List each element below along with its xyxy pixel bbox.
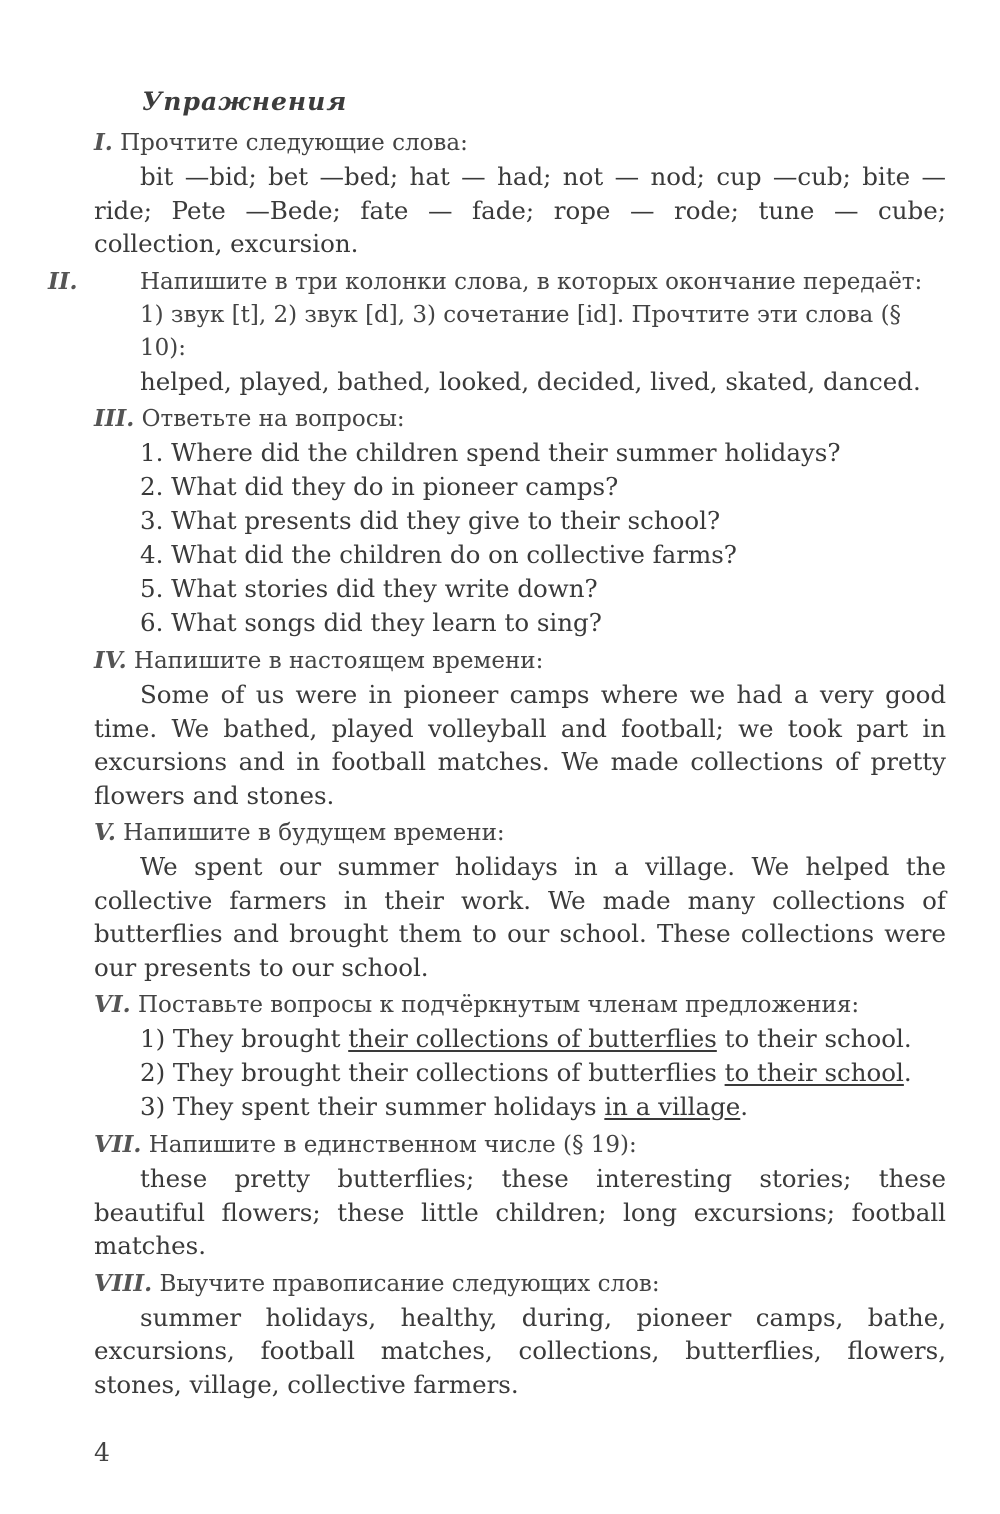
- question-item: 2. What did they do in pioneer camps?: [140, 472, 619, 501]
- exercise-number: I.: [94, 129, 113, 156]
- underlined-member: in a village: [604, 1092, 741, 1121]
- question-item: 6. What songs did they learn to sing?: [140, 608, 602, 637]
- question-item: 4. What did the children do on collective farms?: [140, 540, 737, 569]
- exercise-text: bit —bid; bet —bed; hat — had; not — nod; cup —cub; bite — ride; Pete —Bede; fate — fade; rope — rode; tune — cube; collection, excursion.: [94, 162, 946, 258]
- exercise-instruction: Напишите в настоящем времени:: [133, 648, 544, 674]
- exercise-7: [94, 1128, 946, 1263]
- page-number: 4: [94, 1438, 110, 1467]
- exercise-5: [94, 816, 946, 984]
- sentence-text: 2) They brought their collections of butterflies: [140, 1058, 725, 1087]
- sentence-text: .: [740, 1092, 749, 1121]
- exercise-instruction: Поставьте вопросы к подчёркнутым членам предложения:: [137, 992, 860, 1018]
- question-item: 3. What presents did they give to their school?: [140, 506, 721, 535]
- exercise-1: [94, 126, 946, 261]
- exercise-text: these pretty butterflies; these interesting stories; these beautiful flowers; these little children; long excursions; football matches.: [94, 1164, 946, 1260]
- sentence-item: [140, 1090, 946, 1124]
- exercise-6: [94, 988, 946, 1124]
- question-item: 1. Where did the children spend their summer holidays?: [140, 438, 841, 467]
- sentence-item: [140, 1056, 946, 1090]
- question-item: 5. What stories did they write down?: [140, 574, 598, 603]
- exercise-text: Some of us were in pioneer camps where we had a very good time. We bathed, played volleyball and football; we took part in excursions and in football matches. We made collections of pretty flowers and stones.: [94, 680, 946, 810]
- exercise-instruction: Напишите в единственном числе (§ 19):: [148, 1132, 637, 1158]
- exercise-instruction: Выучите правописание следующих слов:: [159, 1270, 660, 1297]
- exercise-text: helped, played, bathed, looked, decided, lived, skated, danced.: [140, 366, 921, 396]
- textbook-page: [48, 82, 946, 1401]
- exercise-text: We spent our summer holidays in a village. We helped the collective farmers in their work. We made many collections of butterflies and brought them to our school. These collections were our presents to our school.: [94, 852, 946, 982]
- exercise-number: III.: [94, 405, 135, 432]
- exercise-instruction: Прочтите следующие слова:: [120, 130, 468, 156]
- exercise-8: [94, 1267, 946, 1402]
- exercise-instruction: Напишите в будущем времени:: [123, 820, 505, 846]
- sentence-list: [94, 1022, 946, 1124]
- sentence-text: 3) They spent their summer holidays: [140, 1092, 605, 1121]
- sentence-text: .: [903, 1058, 912, 1087]
- question-list: [94, 436, 946, 640]
- exercise-number: VIII.: [94, 1269, 153, 1297]
- section-title: Упражнения: [142, 87, 348, 116]
- exercise-instruction: Ответьте на вопросы:: [141, 406, 405, 432]
- exercise-3: [94, 402, 946, 640]
- exercise-4: [94, 644, 946, 812]
- sentence-text: 1) They brought: [140, 1024, 349, 1053]
- exercise-number: VI.: [94, 991, 131, 1018]
- exercise-number: V.: [94, 819, 116, 846]
- exercise-number: VII.: [94, 1131, 142, 1158]
- sentence-text: to their school.: [716, 1024, 912, 1053]
- exercise-number: IV.: [94, 647, 127, 674]
- exercise-instruction: Напишите в три колонки слова, в которых окончание передаёт: 1) звук [t], 2) звук [d], 3) сочетание [id]. Прочтите эти слова (§ 10):: [140, 268, 923, 361]
- underlined-member: their collections of butterflies: [348, 1024, 717, 1053]
- exercise-text: summer holidays, healthy, during, pioneer camps, bathe, excursions, football matches, collections, butterflies, flowers, stones, village, collective farmers.: [94, 1302, 946, 1399]
- sentence-item: [140, 1022, 946, 1056]
- underlined-member: to their school: [724, 1058, 904, 1087]
- exercise-2: II. Напишите в три колонки слова, в которых окончание передаёт: 1) звук [t], 2) звук [d], 3) сочетание [id]. Прочтите эти слова (§ 10): helped, played, bathed, looked, decided, lived, skated, danced.: [94, 265, 946, 399]
